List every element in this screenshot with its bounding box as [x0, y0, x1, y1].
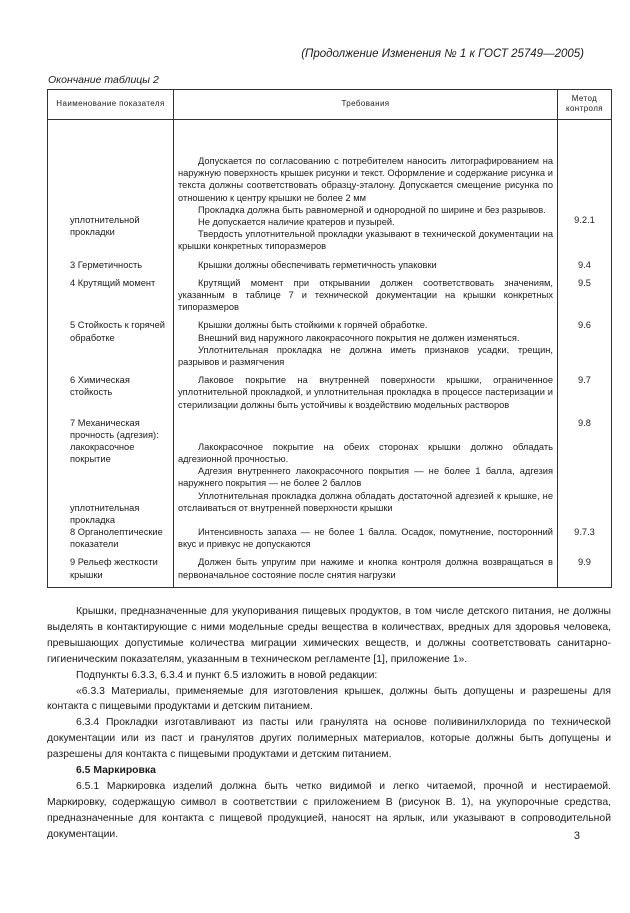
- row-requirements-cell: [174, 319, 558, 374]
- row-name: 4 Крутящий момент: [48, 277, 174, 320]
- paragraph: 6.3.4 Прокладки изготавливают из пасты или гранулята на основе поливинилхлорида по технической документации или из паст и гранулятов других полимерных материалов, которые должны быть допущены и разрешены для контакта с пищевыми продуктами и детским питанием.: [47, 717, 611, 761]
- row-method: 9.7: [558, 374, 612, 417]
- row-name: 8 Органолептические показатели: [48, 526, 174, 556]
- requirement-text: Уплотнительная прокладка должна обладать достаточной адгезией к крышке, не отслаиваться от внутренней поверхности крышки: [178, 490, 553, 513]
- row-name: 5 Стойкость к горячей обработке: [48, 319, 174, 374]
- table-row: [48, 259, 612, 277]
- page-number: 3: [573, 830, 580, 842]
- col-header-name: Наименование показателя: [48, 90, 174, 120]
- requirement-text: Крышки должны обеспечивать герметичность упаковки: [198, 259, 437, 270]
- row-name-cell: [48, 120, 174, 259]
- section-heading: 6.5 Маркировка: [76, 765, 156, 777]
- row-method: 9.7.3: [558, 526, 612, 556]
- row-method: 9.8: [558, 417, 612, 526]
- requirement-text: Уплотнительная прокладка не должна иметь признаков усадки, трещин, разрывов и размягчения: [178, 344, 553, 368]
- row-method: 9.9: [558, 556, 612, 587]
- requirement-text: Крышки должны быть стойкими к горячей обработке.: [198, 320, 428, 331]
- paragraph: Подпункты 6.3.3, 6.3.4 и пункт 6.5 изложить в новой редакции:: [76, 669, 378, 681]
- col-header-method: Метод контроля: [558, 90, 612, 120]
- row-subname: уплотнительная прокладка: [70, 502, 140, 525]
- requirement-text: Крутящий момент при открывании должен соответствовать значениям, указанным в таблице 7 и технической документации на крышки конкретных типоразмеров: [178, 277, 553, 313]
- row-name: 3 Герметичность: [48, 259, 174, 277]
- row-method: 9.5: [558, 277, 612, 320]
- requirement-text: Прокладка должна быть равномерной и однородной по ширине и без разрывов.: [198, 204, 546, 215]
- table-caption: Окончание таблицы 2: [48, 74, 159, 86]
- paragraph: 6.5.1 Маркировка изделий должна быть четко видимой и легко читаемой, прочной и нестираемой. Маркировку, содержащую символ в соответствии с приложением В (рисунок В. 1), на укупорочные средства, предназначенные для контакта с пищевой продукцией, наносят на ярлык, или указывают в сопроводительной документации.: [47, 780, 611, 840]
- requirements-table: [47, 89, 612, 588]
- requirement-text: Адгезия внутреннего лакокрасочного покрытия — не более 1 балла, адгезия наружнего покрытия — не более 2 баллов: [178, 466, 553, 489]
- requirement-text: Лаковое покрытие на внутренней поверхности крышки, ограниченное уплотнительной прокладкой, и уплотнительная прокладка в процессе пастеризации и стерилизации должны быть устойчивы к воздействию модельных растворов: [178, 375, 553, 410]
- paragraph: Крышки, предназначенные для укупоривания пищевых продуктов, в том числе детского питания, не должны выделять в контактирующие с ними модельные среды вещества в количествах, вредных для здоровья человека, превышающих допустимые количества миграции химических веществ, и должны соответствовать санитарно-гигиеническим показателям, указанным в техническом регламенте [1], приложение 1».: [47, 606, 611, 665]
- row-method: 9.6: [558, 319, 612, 374]
- table-row: [48, 319, 612, 374]
- table-header-row: [48, 90, 612, 120]
- table-row: [48, 277, 612, 320]
- row-name: 7 Механическая прочность (адгезия):: [70, 417, 159, 441]
- requirement-text: Лакокрасочное покрытие на обеих сторонах крышки должно обладать адгезионной прочностью.: [178, 441, 553, 465]
- row-method: 9.2.1: [574, 215, 595, 225]
- row-requirements-cell: [174, 526, 558, 556]
- col-header-requirements: Требования: [174, 90, 558, 120]
- row-name: уплотнительной прокладки: [70, 215, 140, 238]
- table-row: [48, 526, 612, 556]
- table-row: [48, 120, 612, 259]
- table-row: [48, 556, 612, 587]
- row-method: 9.4: [558, 259, 612, 277]
- continuation-header: (Продолжение Изменения № 1 к ГОСТ 25749—2005): [301, 48, 584, 60]
- row-requirements-cell: [174, 277, 558, 320]
- requirement-text: Твердость уплотнительной прокладки указывают в технической документации на крышки конкретных типоразмеров: [178, 229, 553, 252]
- row-requirements-cell: [174, 556, 558, 587]
- row-requirements-cell: [174, 374, 558, 417]
- requirement-text: Должен быть упругим при нажиме и кнопка контроля должна возвращаться в первоначальное состояние после снятия нагрузки: [178, 557, 553, 580]
- table-row: [48, 374, 612, 417]
- paragraph: «6.3.3 Материалы, применяемые для изготовления крышек, должны быть допущены и разрешены для контакта с пищевыми продуктами и детским питанием.: [47, 685, 611, 713]
- row-requirements-cell: [174, 417, 558, 526]
- requirement-text: Интенсивность запаха — не более 1 балла. Осадок, помутнение, посторонний вкус и привкус не допускаются: [178, 527, 553, 550]
- body-text: [47, 604, 611, 843]
- row-name: 6 Химическая стойкость: [48, 374, 174, 417]
- requirement-text: Не допускается наличие кратеров и пузырей.: [198, 217, 395, 228]
- row-name-cell: [48, 417, 174, 526]
- requirement-text: Допускается по согласованию с потребителем наносить литографированием на наружную поверхность крышек рисунки и текст. Оформление и содержание рисунка и текста должны соответствовать образцу-эталону. Допускается смещение рисунка по отношению к центру крышки не более 2 мм: [178, 156, 553, 203]
- row-name: 9 Рельеф жесткости крышки: [48, 556, 174, 587]
- row-method-cell: [558, 120, 612, 259]
- table-row: [48, 417, 612, 526]
- row-subname: лакокрасочное покрытие: [70, 442, 135, 465]
- row-requirements-cell: [174, 259, 558, 277]
- row-requirements-cell: [174, 120, 558, 259]
- requirement-text: Внешний вид наружного лакокрасочного покрытия не должен изменяться.: [198, 332, 520, 343]
